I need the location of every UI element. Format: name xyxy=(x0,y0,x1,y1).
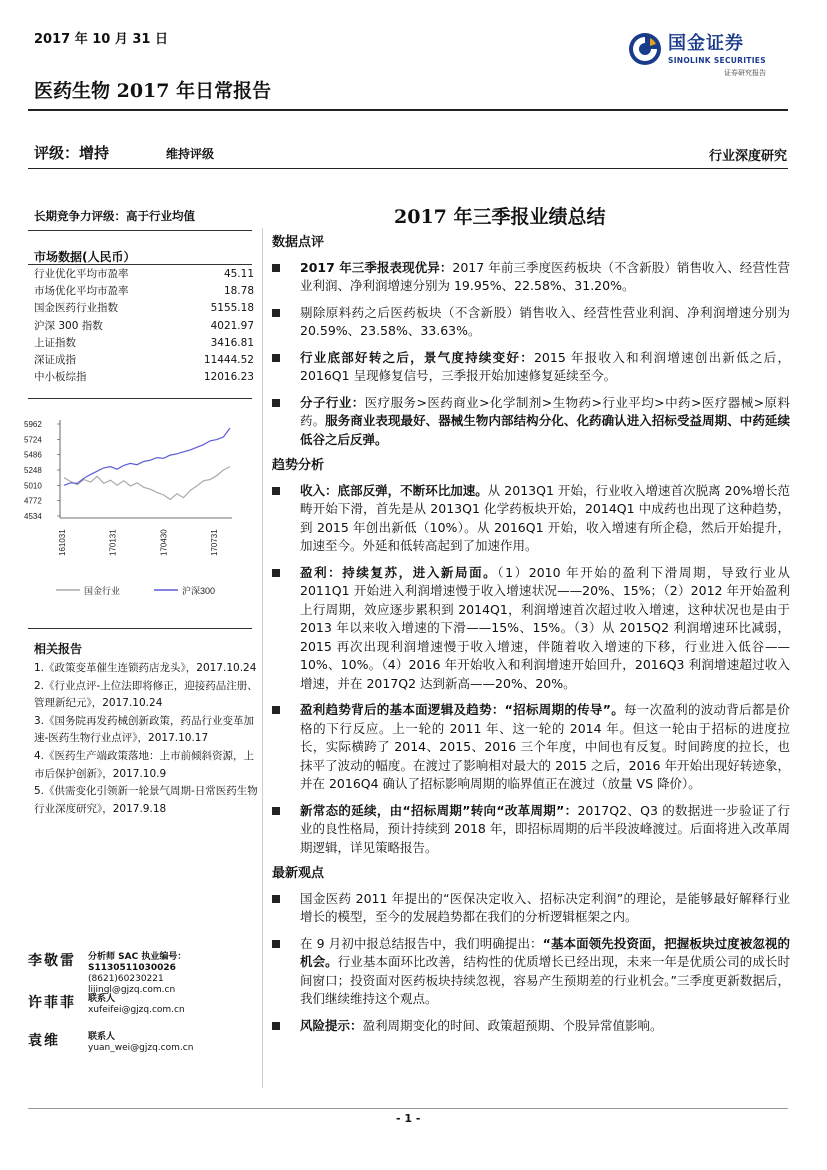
list-item[interactable]: 5.《供需变化引领新一轮景气周期-日常医药生物行业深度研究》，2017.9.18 xyxy=(34,785,258,815)
y-tick-label: 5724 xyxy=(24,435,42,445)
bullet-lead: 分子行业： xyxy=(300,394,365,410)
analyst-line: 联系人 xyxy=(88,1032,116,1042)
bullet-emphasis: 服务商业表现最好、器械生物内部结构分化、化药确认进入招标受益周期、中药延续低谷之后反弹。 xyxy=(300,413,790,447)
series-line xyxy=(64,467,230,500)
bullet-emphasis: “基本面领先投资面，把握板块过度被忽视的机会。 xyxy=(300,935,791,969)
analyst-email[interactable]: xufeifei@gjzq.com.cn xyxy=(88,1005,185,1015)
report-type: 行业深度研究 xyxy=(708,149,787,164)
row-label: 沪深 300 指数 xyxy=(34,319,103,332)
bullet-item xyxy=(272,259,790,296)
list-item[interactable]: 3.《国务院再发药械创新政策，药品行业变革加速-医药生物行业点评》，2017.10.17 xyxy=(34,714,255,745)
divider xyxy=(28,628,252,629)
rating-sub-label: 维持评级 xyxy=(166,147,215,161)
x-tick-label: 170430 xyxy=(159,529,169,556)
row-value: 18.78 xyxy=(223,285,254,298)
bullet-item xyxy=(272,802,790,858)
row-value: 4021.97 xyxy=(210,319,254,332)
main-content xyxy=(272,228,790,1043)
bullet-item xyxy=(272,394,790,450)
legend-label: 沪深300 xyxy=(182,586,216,596)
series-line xyxy=(64,428,230,485)
row-label: 国金医药行业指数 xyxy=(34,302,118,315)
y-tick-label: 5010 xyxy=(24,481,42,491)
logo-sub-text: 证券研究报告 xyxy=(724,69,766,77)
y-tick-label: 4772 xyxy=(24,496,42,506)
rating-label: 评级：增持 xyxy=(34,144,110,162)
list-item[interactable]: 1.《政策变革催生连锁药店龙头》，2017.10.24 xyxy=(34,662,257,674)
page-number: - 1 - xyxy=(396,1112,421,1125)
table-row xyxy=(34,300,254,317)
bullet-icon xyxy=(272,569,280,577)
footer-divider xyxy=(28,1108,788,1109)
analyst-info xyxy=(88,994,185,1016)
analyst-name: 李敬雷 xyxy=(28,953,76,969)
x-tick-label: 170131 xyxy=(108,529,118,556)
bullet-item xyxy=(272,349,790,386)
table-row xyxy=(34,369,254,386)
bullet-lead: 盈利趋势背后的基本面逻辑及趋势：“招标周期的传导”。 xyxy=(300,702,624,717)
analyst-line: (8621)60230221 xyxy=(88,974,164,984)
row-label: 上证指数 xyxy=(34,336,76,349)
y-tick-label: 5962 xyxy=(24,420,42,429)
y-tick-label: 5248 xyxy=(24,466,42,475)
bullet-text: 在 9 月初中报总结报告中，我们明确提出： xyxy=(300,935,543,951)
bullet-text: 医疗服务>医药商业>化学制剂>生物药>行业平均>中药>医疗器械>原料药。 xyxy=(300,394,790,428)
index-line-chart xyxy=(20,410,260,610)
analyst-email[interactable]: yuan_wei@gjzq.com.cn xyxy=(88,1043,194,1053)
analyst-email[interactable]: lijingl@gjzq.com.cn xyxy=(88,985,176,995)
bullet-icon xyxy=(272,1022,280,1030)
sinolink-logo-icon xyxy=(628,32,662,66)
row-value: 3416.81 xyxy=(210,336,254,349)
bullet-lead: 收入：底部反弹，不断环比加速。 xyxy=(300,482,488,498)
bullet-item xyxy=(272,304,790,341)
bullet-item xyxy=(272,701,790,794)
list-item[interactable]: 2.《行业点评-上位法即将修正，迎接药品注册、管理新纪元》，2017.10.24 xyxy=(34,679,258,710)
bullet-item xyxy=(272,482,790,556)
bullet-icon xyxy=(272,399,280,407)
analyst-line: 联系人 xyxy=(88,994,116,1004)
bullet-text: 2015 年报收入和利润增速创出新低之后，2016Q1 呈现修复信号，三季报开始加速修复延续至今。 xyxy=(300,349,790,383)
bullet-lead: 风险提示： xyxy=(300,1017,363,1033)
section-heading: 数据点评 xyxy=(272,235,325,250)
row-label: 中小板综指 xyxy=(34,371,87,384)
report-title: 2017 年三季报业绩总结 xyxy=(394,206,606,228)
row-value: 45.11 xyxy=(223,268,254,280)
bullet-lead: 2017 年三季报表现优异： xyxy=(300,259,453,275)
row-label: 行业优化平均市盈率 xyxy=(34,268,129,280)
table-row xyxy=(34,266,254,283)
bullet-text: 2017Q2、Q3 的数据进一步验证了行业的良性格局，预计持续到 2018 年，即招标周期的后半段波峰渡过。后面将进入改革周期逻辑，详见策略报告。 xyxy=(300,802,790,855)
y-tick-label: 4534 xyxy=(24,512,42,521)
bullet-icon xyxy=(272,487,280,495)
bullet-icon xyxy=(272,309,280,317)
logo-cn-text: 国金证券 xyxy=(668,33,744,54)
market-data-title: 市场数据(人民币） xyxy=(34,250,136,264)
bullet-text: （1）2010 年开始的盈利下滑周期，导致行业从 2011Q1 开始进入利润增速慢于收入增速状况——20%、15%；（2）2012 年开始盈利上行周期，效应逐步累积到 2014Q1，利润增速首次超过收入增速，这种状况也是由于 2013 年以来收入增速的下滑——15%、15%。（3）从 2015Q2 利润增速环比减弱，2015 再次出现利润增速慢于收入增速，伴随着收入增速的下移，行业进入低谷——10%、10%。（4）2016 年开始收入和利润增速开始回升，2016Q3 利润增速超过收入增速，并在 2017Q2 达到新高——20%、20%。 xyxy=(300,564,790,691)
divider xyxy=(28,109,788,111)
bullet-lead: 盈利：持续复苏，进入新局面。 xyxy=(300,564,498,580)
divider xyxy=(28,168,788,169)
bullet-text: 国金医药 2011 年提出的“医保决定收入、招标决定利润”的理论，是能够最好解释行业增长的模型，至今的发展趋势都在我们的分析逻辑框架之内。 xyxy=(300,890,790,924)
divider xyxy=(28,398,252,399)
divider xyxy=(28,264,252,265)
bullet-text: 剔除原料药之后医药板块（不含新股）销售收入、经营性营业利润、净利润增速分别为 20.59%、23.58%、33.63%。 xyxy=(300,304,790,338)
section-heading: 最新观点 xyxy=(272,866,325,881)
related-reports-list xyxy=(34,660,260,818)
bullet-icon xyxy=(272,807,280,815)
x-tick-label: 170731 xyxy=(210,529,219,556)
bullet-lead: 新常态的延续，由“招标周期”转向“改革周期”： xyxy=(300,802,578,818)
row-value: 12016.23 xyxy=(203,371,254,384)
bullet-text: 从 2013Q1 开始，行业收入增速首次脱离 20%增长范畴开始下滑，首先是从 2013Q1 化学药板块开始，2014Q1 中成药也出现了这种趋势，到 2015 年创出新低（10%）。从 2016Q1 开始，收入增速有所企稳，然后开始提升，加速至今。外延和低转高起到了加速作用。 xyxy=(300,482,790,553)
analyst-info xyxy=(88,952,260,996)
logo-en-text: SINOLINK SECURITIES xyxy=(668,56,766,65)
bullet-item xyxy=(272,1017,790,1036)
bullet-icon xyxy=(272,354,280,362)
bullet-text: 行业基本面环比改善，结构性的优质增长已经出现，未来一年是优质公司的成长时间窗口；投资面对医药板块持续忽视，容易产生预期差的行业机会。”三季度更新数据后，我们继续维持这个观点。 xyxy=(300,954,790,1006)
section-heading: 趋势分析 xyxy=(272,458,325,473)
market-data-table xyxy=(34,266,254,386)
bullet-lead: 行业底部好转之后，景气度持续变好： xyxy=(300,349,534,365)
legend-label: 国金行业 xyxy=(84,586,121,596)
list-item[interactable]: 4.《医药生产端政策落地：上市前倾斜资源，上市后保护创新》，2017.10.9 xyxy=(34,749,255,780)
bullet-icon xyxy=(272,706,280,714)
column-divider xyxy=(262,228,263,1088)
row-value: 5155.18 xyxy=(210,302,254,315)
table-row xyxy=(34,318,254,335)
bullet-icon xyxy=(272,895,280,903)
x-tick-label: 161031 xyxy=(58,529,67,556)
brand-logo xyxy=(628,26,788,86)
table-row xyxy=(34,352,254,369)
divider xyxy=(28,230,252,231)
row-label: 市场优化平均市盈率 xyxy=(34,285,129,298)
report-date: 2017 年 10 月 31 日 xyxy=(34,32,168,47)
row-value: 11444.52 xyxy=(203,353,254,366)
bullet-item xyxy=(272,564,790,694)
bullet-text: 2017 年前三季度医药板块（不含新股）销售收入、经营性营业利润、净利润增速分别为 19.95%、22.58%、31.20%。 xyxy=(300,259,790,293)
page-title: 医药生物 2017 年日常报告 xyxy=(34,80,272,102)
table-row xyxy=(34,335,254,352)
analyst-info xyxy=(88,1032,193,1054)
y-tick-label: 5486 xyxy=(24,450,42,460)
long-term-rating: 长期竞争力评级：高于行业均值 xyxy=(34,209,195,223)
table-row xyxy=(34,283,254,300)
related-reports-title: 相关报告 xyxy=(34,642,83,656)
bullet-item xyxy=(272,935,790,1009)
bullet-text: 每一次盈利的波动背后都是价格的下行反应。上一轮的 2011 年、这一轮的 2014 年。但这一轮由于招标的进度拉长，实际横跨了 2014、2015、2016 三个年度，中间也有反复。时间跨度的拉长，也抹平了波动的幅度。在渡过了影响相对最大的 2015 之后，2016 年开始出现好转迹象，并在 2016Q4 确认了招标影响周期的临界值正在渡过（放量 VS 降价）。 xyxy=(300,702,790,791)
analyst-line: 分析师 SAC 执业编号：S1130511030026 xyxy=(88,952,187,973)
analyst-name: 袁维 xyxy=(28,1033,60,1049)
analyst-name: 许菲菲 xyxy=(28,995,76,1011)
bullet-item xyxy=(272,890,790,927)
row-label: 深证成指 xyxy=(34,353,76,366)
bullet-text: 盈利周期变化的时间、政策超预期、个股异常值影响。 xyxy=(362,1017,663,1033)
bullet-icon xyxy=(272,940,280,948)
bullet-icon xyxy=(272,264,280,272)
